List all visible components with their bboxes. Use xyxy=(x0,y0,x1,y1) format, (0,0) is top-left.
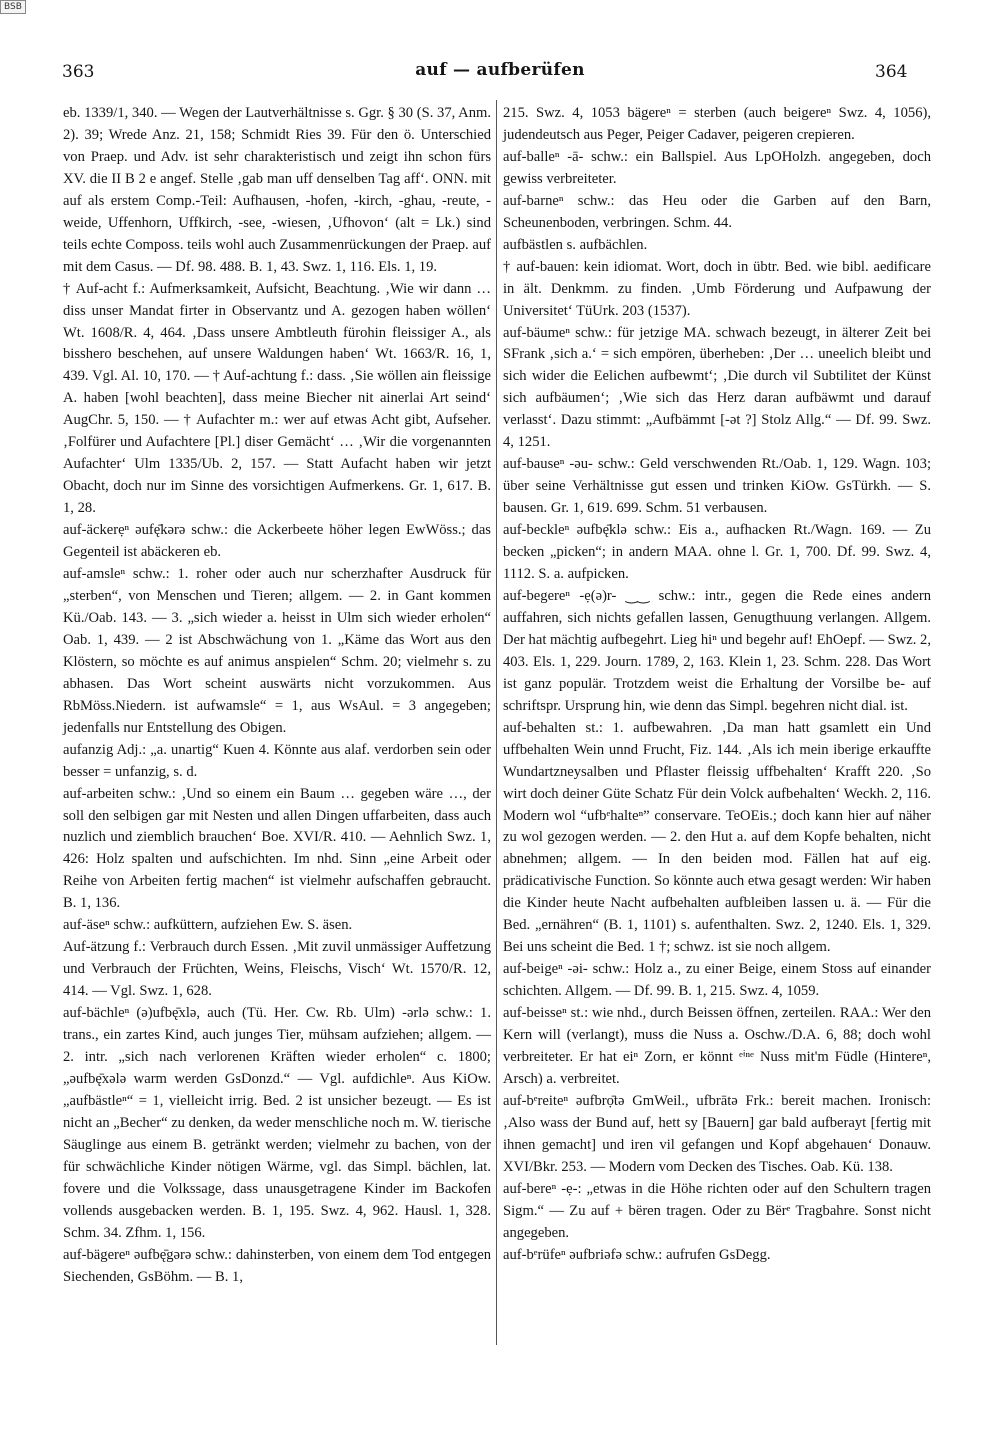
entry-auf-bausen: auf-bauseⁿ -əu- schw.: Geld verschwenden Rt./Oab. 1, 129. Wagn. 103; über seine Verhältnisse gut essen und trinken KiOw. GsTürkh. — S. bausen. Gr. 1, 619. 699. Schm. 51 verbausen. xyxy=(503,456,931,517)
entry-auf-aeckeren: auf-äckerẹⁿ əufę̄kərə schw.: die Ackerbeete höher legen EwWöss.; das Gegenteil ist abäckeren eb. xyxy=(63,522,491,561)
entry-auf-becklen: auf-beckleⁿ əufbę̄klə schw.: Eis a., aufhacken Rt./Wagn. 169. — Zu becken „picken“; in andern MAA. ohne l. Gr. 1, 700. Df. 99. Swz. 4, 1112. S. a. aufpicken. xyxy=(503,522,931,583)
entry-auf-barnen: auf-barneⁿ schw.: das Heu oder die Garben auf den Barn, Scheunenboden, verbringen. Schm. 44. xyxy=(503,192,931,231)
page-number-right: 364 xyxy=(875,62,908,82)
entry-auf-baechlen: auf-bächleⁿ (ə)ufbę̄xlə, auch (Tü. Her. Cw. Rb. Ulm) -ərlə schw.: 1. trans., ein zartes Kind, auch junges Tier, mühsam aufziehen; allgem. — 2. intr. „sich nach verlorenen Kräften wieder erholen“ c. 1800; „əufbę̄xələ warm werden GsDonzd.“ — Vgl. aufdichleⁿ. Aus KiOw. „aufbästleⁿ“ = 1, vielleicht irrig. Bed. 2 ist unsicher bezeugt. — Es ist nicht an „Becher“ zu denken, da weder menschliche noch m. W. tierische Säuglinge aus einem B. getränkt werden; vielmehr zu bachen, von der für schwächliche Kinder nötigen Wärme, vgl. das Simpl. bächlen, lat. fovere und die Volkssage, dass unausgetragene Kinder im Backofen vollends ausgebacken werden. B. 1, 195. Swz. 4, 962. Hausl. 1, 328. Schm. 34. Zfhm. 1, 156. xyxy=(63,1005,491,1241)
entry-auf-aesen: auf-äseⁿ schw.: aufküttern, aufziehen Ew. S. äsen. xyxy=(63,917,353,934)
entry-aufanzig: aufanzig Adj.: „a. unartig“ Kuen 4. Könnte aus alaf. verdorben sein oder besser = unfanzig, s. d. xyxy=(63,741,491,780)
library-stamp: BSB xyxy=(0,0,26,14)
entry-auf-behalten: auf-behalten st.: 1. aufbewahren. ‚Da man hatt gsamlett ein Und uffbehalten Wein unnd Frucht, Fiz. 144. ‚Als ich mein iberige erkauffte Wundartzneysalben und Pflaster fleissig uffbehalten‘ Krafft 220. ‚So wirt doch deiner Güte Schatz Für dein Volck aufbehalten‘ Weckh. 2, 116. Modern wol “ufbᵉhalteⁿ” conservare. TeOEis.; doch kann hier auf näher zu wol gezogen werden. — 2. den Hut a. auf dem Kopfe behalten, nicht abnehmen; allgem. — In den beiden mod. Fällen hat auf eig. prädicativische Function. So könnte auch etwa gesagt werden: Wir haben die Kinder heute Nacht aufbehalten aufbleiben lassen u. ä. — Für die Bed. „ernähren“ (B. 1, 1101) s. aufenthalten. Swz. 2, 1240. Els. 1, 329. Bei uns scheint die Bed. 1 †; schwz. ist sie noch allgem. xyxy=(503,719,931,956)
entry-auf-baeumen: auf-bäumeⁿ schw.: für jetzige MA. schwach bezeugt, in älterer Zeit bei SFrank ‚sich a.‘ = sich empören, überheben: ‚Der … uneelich bleibt und sich wider die Eelichen aufbewmt‘; ‚Die durch vil Subtilitet der Künst sich aufbäumen‘; ‚Wie sich das Herz daran aufbäwmt und darauf verlasst‘. Dazu stimmt: „Aufbämmt [-ət ?] Stolz Allg.“ — Df. 99. Swz. 4, 1251. xyxy=(503,324,931,451)
entry-auf-aetzung: Auf-ätzung f.: Verbrauch durch Essen. ‚Mit zuvil unmässiger Auffetzung und Verbrauch der Früchten, Weins, Fleischs, Visch‘ Wt. 1570/R. 12, 414. — Vgl. Swz. 1, 628. xyxy=(63,939,491,1000)
entry-aufbaestlen: aufbästlen s. aufbächlen. xyxy=(503,236,648,253)
entry-auf-acht: † Auf-acht f.: Aufmerksamkeit, Aufsicht, Beachtung. ‚Wie wir dann … diss unser Mandat firter in Observantz und A. gezogen haben wöllen‘ Wt. 1608/R. 4, 464. ‚Dass unsere Ambtleuth fürohin fleissiger A., als bisshero beschehen, auf unsere Waldungen haben‘ Wt. 1663/R. 16, 1, 439. Vgl. Al. 10, 170. — † Auf-achtung f.: dass. ‚Sie wöllen ain fleissige A. haben [wohl beachten], dass meine Biecher nit ainerlai Art seind‘ AugChr. 5, 150. — † Aufachter m.: wer auf etwas Acht gibt, Aufseher. ‚Folfürer und Aufachtere [Pl.] diser Gemächt‘ … ‚Wir die vorgenannten Aufachter‘ Ulm 1335/Ub. 2, 157. — Statt Aufacht haben wir jetzt Obacht, doch nur im Sinne des vorsichtigen Aufmerkens. Gr. 1, 617. B. 1, 28. xyxy=(63,280,491,517)
entry-paragraph: 215. Swz. 4, 1053 bägereⁿ = sterben (auch beigereⁿ Swz. 4, 1056), judendeutsch aus Peger, Peiger Cadaver, peigeren crepieren. xyxy=(503,105,931,143)
entry-auf-amslen: auf-amsleⁿ schw.: 1. roher oder auch nur scherzhafter Ausdruck für „sterben“, von Menschen und Tieren; allgem. — 2. in Gant kommen Kü./Oab. 143. — 3. „sich wieder a. heisst in Ulm sich wieder erholen“ Oab. 1, 439. — 2 ist Abschwächung von 1. „Käme das Wort aus den Klöstern, so möchte es auf animus anspielen“ Schm. 20; vielmehr s. zu abhasen. Das Wort scheint auswärts nicht vorzukommen. Aus RbMöss.Niedern. ist aufwamsle“ = 1, aus WsAul. = 3 angegeben; jedenfalls nur Entstellung des Obigen. xyxy=(63,566,491,736)
entry-auf-ballen: auf-balleⁿ -ā- schw.: ein Ballspiel. Aus LpOHolzh. angegeben, doch gewiss verbreiteter. xyxy=(503,148,931,187)
entry-auf-beren: auf-bereⁿ -ẹ-: „etwas in die Höhe richten oder auf den Schultern tragen Sigm.“ — Zu auf + bëren tragen. Oder zu Bërᵉ Tragbahre. Sonst nicht angegeben. xyxy=(503,1180,931,1241)
page-number-left: 363 xyxy=(62,62,95,82)
entry-auf-arbeiten: auf-arbeiten schw.: ‚Und so einem ein Baum … gegeben wäre …, der soll den selbigen gar mit Nesten und allen Dingen uffarbeiten, dass auch nuzlich und ziemblich brauchen‘ Boe. XVI/R. 410. — Aehnlich Swz. 1, 426: Holz spalten und aufschichten. Im nhd. Sinn „eine Arbeit oder Reihe von Arbeiten fertig machen“ ist vielmehr aufschaffen gebraucht. B. 1, 136. xyxy=(63,785,491,912)
entry-paragraph: eb. 1339/1, 340. — Wegen der Lautverhältnisse s. Ggr. § 30 (S. 37, Anm. 2). 39; Wrede Anz. 21, 158; Schmidt Ries 39. Für den ö. Unterschied von Praep. und Adv. ist sehr charakteristisch und zeigt ihn schon fürs XV. die II B 2 e angef. Stelle ‚gab man uff denselben Tag aff‘. ONN. mit auf als erstem Comp.-Teil: Aufhausen, -hofen, -kirch, -ghau, -reute, -weide, Uffenhorn, Uffkirch, -see, -wiesen, ‚Ufhovon‘ (alt = Lk.) sind teils echte Composs. teils wohl auch Zusammenrückungen der Praep. auf mit dem Casus. — Df. 98. 488. B. 1, 43. Swz. 1, 116. Els. 1, 19. xyxy=(63,105,491,275)
running-title: auf — aufberüfen xyxy=(415,60,585,80)
entry-auf-baegeren: auf-bägereⁿ əufbę̄gərə schw.: dahinsterben, von einem dem Tod entgegen Siechenden, GsBöhm. — B. 1, xyxy=(63,1246,491,1285)
entry-auf-berufen: auf-bᵉrüfeⁿ əufbriəfə schw.: aufrufen GsDegg. xyxy=(503,1246,771,1263)
entry-auf-begeren: auf-begereⁿ -ẹ(ə)r- ‿‿ schw.: intr., gegen die Rede eines andern auffahren, sich nichts gefallen lassen, Genugthuung verlangen. Allgem. Der hat mächtig aufbegehrt. Lieg hiⁿ und begehr auf! EhOepf. — Swz. 2, 403. Els. 1, 229. Journ. 1789, 2, 163. Klein 1, 23. Schm. 228. Das Wort ist ganz populär. Trotzdem weist die Erhaltung der Vorsilbe be- auf schriftspr. Ursprung hin, wie denn das Simpl. begehren nicht dial. ist. xyxy=(503,587,931,714)
entry-auf-bereiten: auf-bᵉreiteⁿ əufbrọ̄tə GmWeil., ufbrātə Frk.: bereit machen. Ironisch: ‚Also wass der Bund auf, hett sy [Bauern] gar bald aufberayt [fertig mit ihnen gemacht] und iren vil gefangen und Kopf abgehauen‘ Donauw. XVI/Bkr. 253. — Modern vom Decken des Tisches. Oab. Kü. 138. xyxy=(503,1092,931,1175)
column-divider xyxy=(496,100,497,1345)
entry-auf-bauen: † auf-bauen: kein idiomat. Wort, doch in übtr. Bed. wie bibl. aedificare in ält. Denkmm. zu finden. ‚Umb Förderung und Aufpawung der Universitet‘ TüUrk. 203 (1537). xyxy=(503,258,931,319)
entry-auf-beigen: auf-beigeⁿ -əi- schw.: Holz a., zu einer Beige, einem Stoss auf einander schichten. Allgem. — Df. 99. B. 1, 215. Swz. 4, 1059. xyxy=(503,961,931,1000)
left-column xyxy=(63,103,491,1288)
entry-auf-beissen: auf-beisseⁿ st.: wie nhd., durch Beissen öffnen, zerteilen. RAA.: Wer den Kern will (verlangt), muss die Nuss a. Oschw./D.A. 6, 88; doch wohl verbreiteter. Er hat eiⁿ Zorn, er könnt ᵉⁱⁿᵉ Nuss mit'm Füdle (Hintereⁿ, Arsch) a. verbreitet. xyxy=(503,1005,931,1087)
right-column xyxy=(503,103,931,1267)
